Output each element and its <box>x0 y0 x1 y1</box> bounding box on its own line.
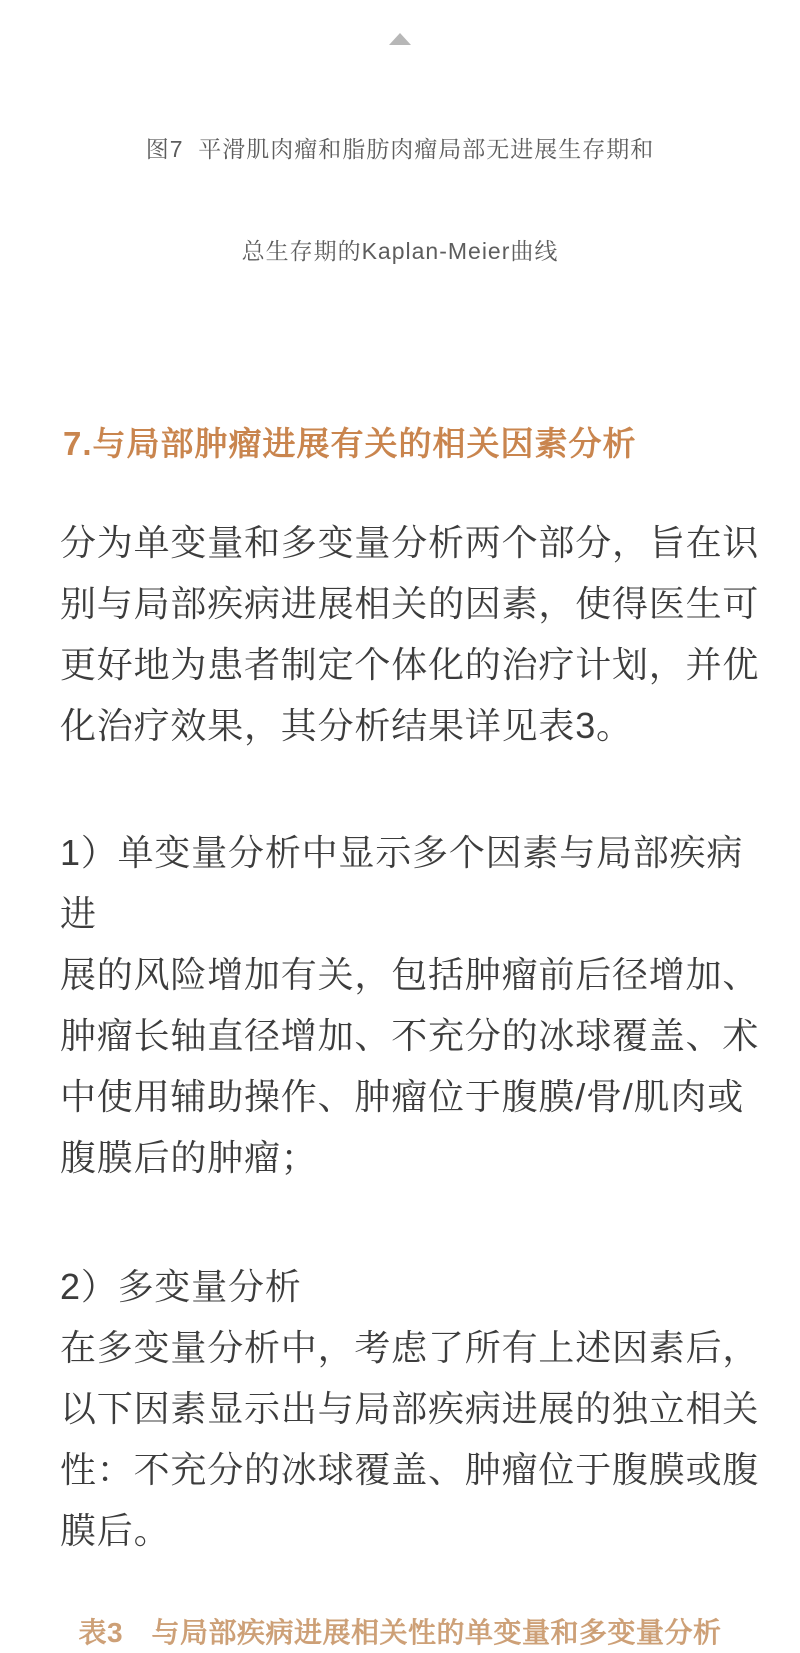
figure-caption <box>0 64 800 336</box>
paragraph <box>60 512 770 756</box>
text-line: 2）多变量分析 <box>60 1266 302 1307</box>
text-line: 中使用辅助操作、肿瘤位于腹膜/骨/肌肉或 <box>60 1076 745 1117</box>
figure-caption-line-2: 总生存期的Kaplan-Meier曲线 <box>241 238 559 264</box>
text-line: 肿瘤长轴直径增加、不充分的冰球覆盖、术 <box>60 1015 760 1056</box>
collapse-control-row <box>0 0 800 45</box>
triangle-up-icon[interactable] <box>389 33 411 45</box>
text-line: 化治疗效果，其分析结果详见表3。 <box>60 705 633 746</box>
text-line: 腹膜后的肿瘤； <box>60 1137 318 1178</box>
paragraph <box>60 822 770 1188</box>
table-caption: 表3 与局部疾病进展相关性的单变量和多变量分析 <box>78 1617 722 1648</box>
text-line: 别与局部疾病进展相关的因素，使得医生可 <box>60 583 760 624</box>
figure-caption-line-1: 图7 平滑肌肉瘤和脂肪肉瘤局部无进展生存期和 <box>145 136 655 162</box>
paragraph <box>60 1256 770 1561</box>
text-line: 性：不充分的冰球覆盖、肿瘤位于腹膜或腹 <box>60 1449 760 1490</box>
text-line: 分为单变量和多变量分析两个部分，旨在识 <box>60 522 760 563</box>
text-line: 以下因素显示出与局部疾病进展的独立相关 <box>60 1388 760 1429</box>
text-line: 1）单变量分析中显示多个因素与局部疾病进 <box>60 832 744 934</box>
text-line: 更好地为患者制定个体化的治疗计划，并优 <box>60 644 760 685</box>
text-line: 在多变量分析中，考虑了所有上述因素后， <box>60 1327 760 1368</box>
text-line: 膜后。 <box>60 1510 171 1551</box>
section-heading: 7.与局部肿瘤进展有关的相关因素分析 <box>63 425 637 462</box>
text-line: 展的风险增加有关，包括肿瘤前后径增加、 <box>60 954 760 995</box>
